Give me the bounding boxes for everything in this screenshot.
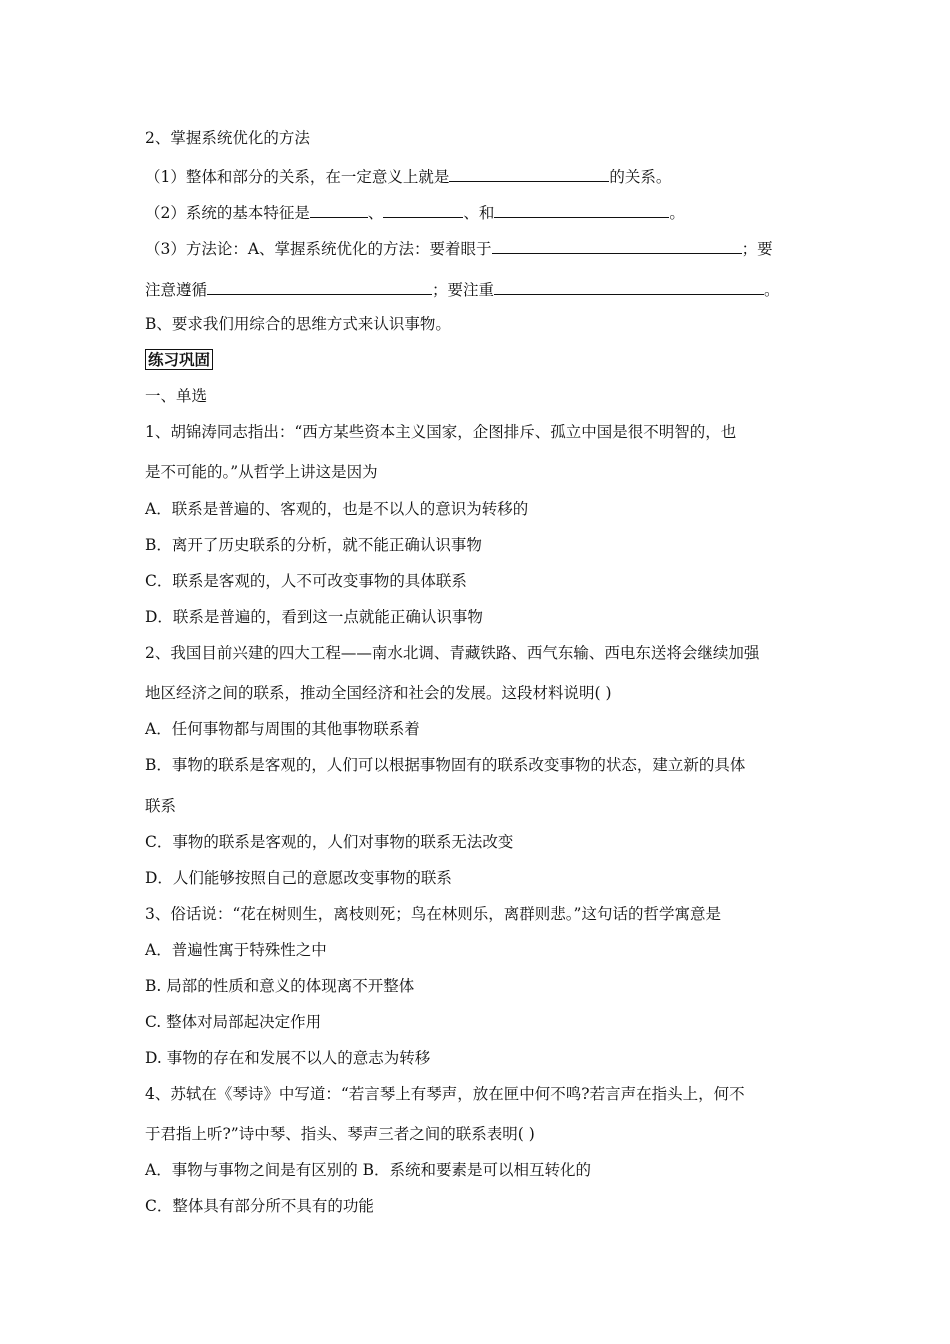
q1-option-c[interactable]: C．联系是客观的，人不可改变事物的具体联系 (145, 572, 467, 590)
practice-heading-label: 练习巩固 (145, 349, 213, 370)
practice-heading (145, 350, 213, 370)
text: ；要 (741, 240, 773, 258)
q3-stem: 3、俗话说：“花在树则生，离枝则死；鸟在林则乐，离群则悲。”这句话的哲学寓意是 (145, 905, 721, 923)
fill-question-2 (145, 201, 685, 223)
q3-option-b[interactable]: B. 局部的性质和意义的体现离不开整体 (145, 977, 415, 995)
answer-blank[interactable] (494, 201, 669, 218)
q1-option-a[interactable]: A．联系是普遍的、客观的，也是不以人的意识为转移的 (145, 500, 529, 518)
q3-option-c[interactable]: C. 整体对局部起决定作用 (145, 1013, 322, 1031)
q2-option-b[interactable]: B．事物的联系是客观的，人们可以根据事物固有的联系改变事物的状态，建立新的具体 (145, 756, 746, 774)
q4-stem: 4、苏轼在《琴诗》中写道：“若言琴上有琴声，放在匣中何不鸣?若言声在指头上，何不 (145, 1085, 745, 1103)
text: （2）系统的基本特征是 (145, 204, 310, 222)
text: 。 (764, 281, 780, 299)
answer-blank[interactable] (310, 201, 368, 218)
part-single-choice: 一、单选 (145, 387, 208, 405)
fill-question-3-cont (145, 278, 780, 300)
text: 、和 (463, 204, 495, 222)
answer-blank[interactable] (383, 201, 463, 218)
answer-blank[interactable] (207, 278, 432, 295)
fill-question-1 (145, 165, 671, 187)
q4-option-c[interactable]: C．整体具有部分所不具有的功能 (145, 1197, 374, 1215)
text: 。 (669, 204, 685, 222)
text: 注意遵循 (145, 281, 208, 299)
text: ；要注重 (432, 281, 495, 299)
q4-options-ab[interactable]: A．事物与事物之间是有区别的 B．系统和要素是可以相互转化的 (145, 1161, 592, 1179)
q2-option-a[interactable]: A．任何事物都与周围的其他事物联系着 (145, 720, 420, 738)
q4-stem: 于君指上听?”诗中琴、指头、琴声三者之间的联系表明( ) (145, 1125, 535, 1143)
q1-option-d[interactable]: D．联系是普遍的，看到这一点就能正确认识事物 (145, 608, 483, 626)
q3-option-d[interactable]: D. 事物的存在和发展不以人的意志为转移 (145, 1049, 431, 1067)
q2-option-c[interactable]: C．事物的联系是客观的，人们对事物的联系无法改变 (145, 833, 514, 851)
q2-stem: 2、我国目前兴建的四大工程——南水北调、青藏铁路、西气东输、西电东送将会继续加强 (145, 644, 760, 662)
q1-option-b[interactable]: B．离开了历史联系的分析，就不能正确认识事物 (145, 536, 482, 554)
text: 、 (367, 204, 384, 222)
text: 的关系。 (609, 168, 672, 186)
q2-stem: 地区经济之间的联系，推动全国经济和社会的发展。这段材料说明( ) (145, 684, 612, 702)
fill-question-3 (145, 237, 773, 259)
q2-option-b-cont[interactable]: 联系 (145, 797, 177, 815)
q2-option-d[interactable]: D．人们能够按照自己的意愿改变事物的联系 (145, 869, 452, 887)
q1-stem: 是不可能的。”从哲学上讲这是因为 (145, 463, 378, 481)
text: （3）方法论：A、掌握系统优化的方法：要着眼于 (145, 240, 492, 258)
answer-blank[interactable] (494, 278, 764, 295)
method-b: B、要求我们用综合的思维方式来认识事物。 (145, 315, 451, 333)
answer-blank[interactable] (449, 165, 609, 182)
answer-blank[interactable] (492, 237, 742, 254)
q3-option-a[interactable]: A．普遍性寓于特殊性之中 (145, 941, 327, 959)
text: （1）整体和部分的关系，在一定意义上就是 (145, 168, 450, 186)
q1-stem: 1、胡锦涛同志指出：“西方某些资本主义国家，企图排斥、孤立中国是很不明智的，也 (145, 423, 737, 441)
section-title: 2、掌握系统优化的方法 (145, 129, 310, 147)
